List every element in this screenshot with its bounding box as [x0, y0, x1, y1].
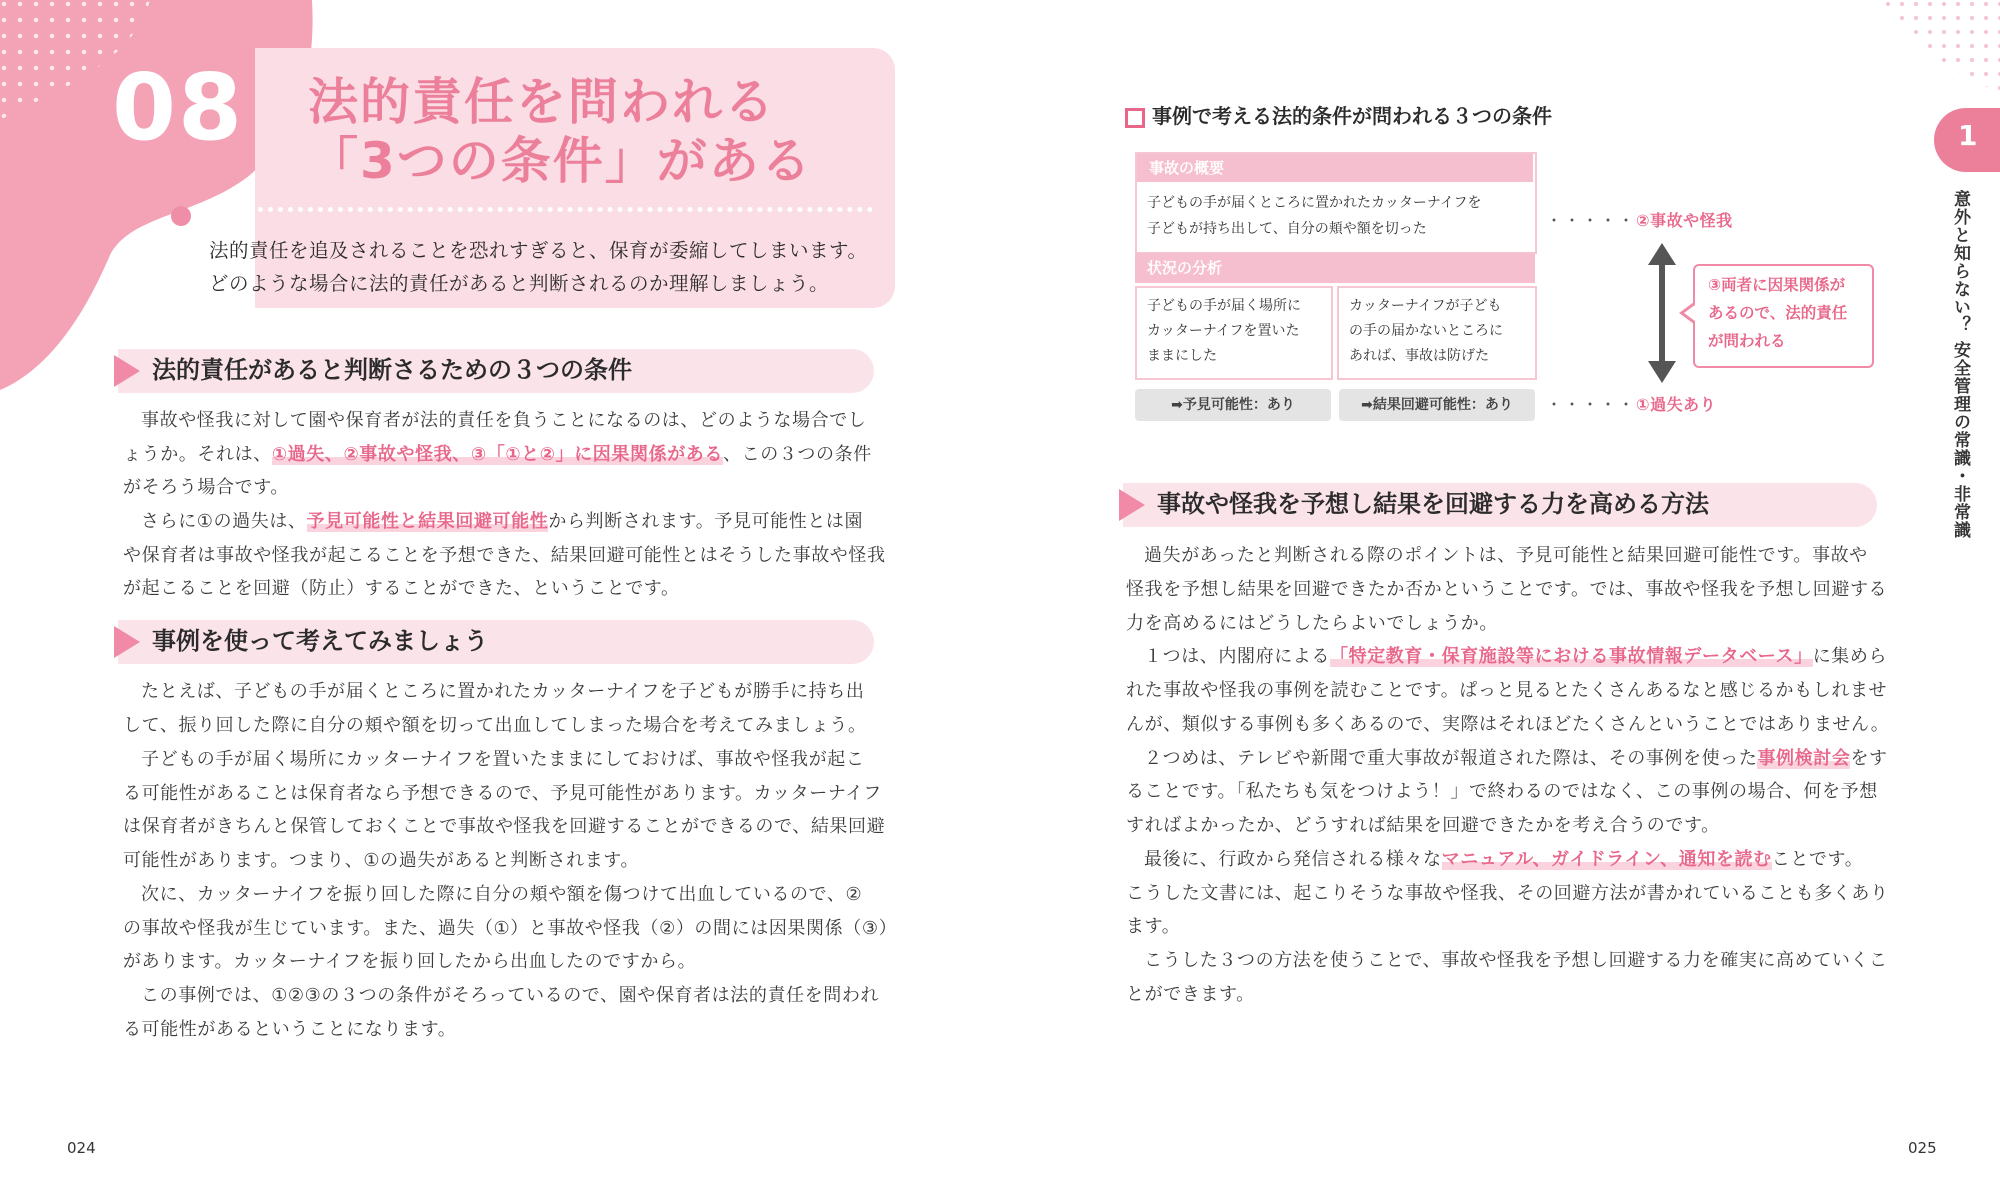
paragraph-line: 次に、カッターナイフを振り回した際に自分の頬や額を傷つけて出血しているので、②: [141, 884, 863, 905]
lead-line-2: どのような場合に法的責任があると判断されるのか理解しましょう。: [209, 272, 830, 295]
analysis-right-text: カッターナイフが子ども: [1349, 298, 1502, 314]
chapter-tab: [1934, 108, 2000, 172]
section-heading-text: 事故や怪我を予想し結果を回避する力を高める方法: [1157, 490, 1709, 518]
paragraph-line: 過失があったと判断される際のポイントは、予見可能性と結果回避可能性です。事故や: [1144, 545, 1868, 566]
label-negligence: ・・・・・①過失あり: [1546, 395, 1717, 414]
paragraph-line: 怪我を予想し結果を回避できたか否かということです。では、事故や怪我を予想し回避する: [1126, 579, 1888, 600]
section-heading-methods: [1123, 483, 1877, 527]
page-number-left: 024: [67, 1139, 96, 1157]
analysis-left-text: カッターナイフを置いた: [1147, 323, 1300, 339]
section-heading-example: [118, 620, 874, 664]
double-arrow-icon: [1648, 243, 1676, 383]
paragraph-line: さらに①の過失は、予見可能性と結果回避可能性から判断されます。予見可能性とは園: [141, 511, 864, 532]
analysis-left-text: ままにした: [1147, 348, 1217, 364]
paragraph-line: や保育者は事故や怪我が起こることを予想できた、結果回避可能性とはそうした事故や怪我: [123, 545, 886, 566]
dot-pattern-decoration: [1870, 0, 2000, 95]
paragraph-line: の事故や怪我が生じています。また、過失（①）と事故や怪我（②）の間には因果関係（③）: [123, 918, 898, 939]
chapter-tab-label: 意外と知らない？ 安全管理の常識・非常識: [1950, 190, 1970, 539]
paragraph-line: ます。: [1126, 916, 1181, 937]
overview-text: 子どもの手が届くところに置かれたカッターナイフを: [1147, 195, 1482, 211]
callout-text: が問われる: [1708, 332, 1786, 350]
callout-text: ③両者に因果関係が: [1708, 276, 1846, 294]
highlight-text: 予見可能性と結果回避可能性: [306, 511, 549, 532]
paragraph-line: １つは、内閣府による「特定教育・保育施設等における事故情報データベース」に集めら: [1144, 646, 1888, 667]
analysis-right-text: あれば、事故は防げた: [1349, 348, 1489, 364]
paragraph-line: 力を高めるにはどうしたらよいでしょうか。: [1126, 613, 1498, 634]
paragraph-line: こうした文書には、起こりそうな事故や怪我、その回避方法が書かれていることも多くあり: [1126, 883, 1889, 904]
analysis-left-text: 子どもの手が届く場所に: [1147, 298, 1301, 314]
highlight-text: ①過失、②事故や怪我、③「①と②」に因果関係がある: [271, 444, 724, 465]
paragraph-line: 可能性があります。つまり、①の過失があると判断されます。: [123, 850, 640, 871]
paragraph-line: 子どもの手が届く場所にカッターナイフを置いたままにしておけば、事故や怪我が起こ: [141, 749, 865, 770]
analysis-right-text: の手の届かないところに: [1349, 323, 1503, 339]
paragraph-line: がそろう場合です。: [123, 477, 289, 498]
paragraph-line: る可能性があることは保育者なら予想できるので、予見可能性があります。カッターナイフ: [123, 783, 882, 804]
paragraph-line: れた事故や怪我の事例を読むことです。ぱっと見るとたくさんあるなと感じるかもしれませ: [1126, 680, 1888, 701]
paragraph-line: があります。カッターナイフを振り回したから出血したのですから。: [123, 951, 697, 972]
diagram-title: 事例で考える法的条件が問われる３つの条件: [1152, 104, 1552, 128]
title-divider: [208, 207, 873, 212]
highlight-text: 事例検討会: [1757, 748, 1851, 769]
arrow-icon: [1119, 489, 1145, 521]
paragraph-line: は保育者がきちんと保管しておくことで事故や怪我を回避することができるので、結果回避: [123, 816, 886, 837]
chapter-number: 08: [112, 54, 245, 161]
arrow-icon: [114, 355, 140, 387]
paragraph-line: すればよかったか、どうすれば結果を回避できたかを考え合うのです。: [1126, 815, 1720, 836]
section-heading-text: 法的責任があると判断さるための３つの条件: [152, 356, 632, 384]
avoidability-pill: ➡結果回避可能性：あり: [1339, 389, 1535, 421]
section-heading-text: 事例を使って考えてみましょう: [152, 627, 488, 655]
page-number-right: 025: [1908, 1139, 1937, 1157]
label-accident: ・・・・・②事故や怪我: [1546, 211, 1733, 230]
paragraph-line: とができます。: [1126, 984, 1255, 1005]
overview-text: 子どもが持ち出して、自分の頬や額を切った: [1147, 221, 1427, 237]
arrow-icon: [114, 626, 140, 658]
paragraph-line: 最後に、行政から発信される様々なマニュアル、ガイドライン、通知を読むことです。: [1144, 849, 1864, 870]
paragraph-line: る可能性があるということになります。: [123, 1019, 457, 1040]
highlight-text: 「特定教育・保育施設等における事故情報データベース」: [1330, 646, 1813, 667]
lead-line-1: 法的責任を追及されることを恐れすぎると、保育が委縮してしまいます。: [209, 239, 868, 262]
foreseeability-pill: ➡予見可能性：あり: [1135, 389, 1331, 421]
paragraph-line: が起こることを回避（防止）することができた、ということです。: [123, 578, 680, 599]
paragraph-line: ２つめは、テレビや新聞で重大事故が報道された際は、その事例を使った事例検討会をす: [1144, 748, 1888, 769]
page-title-line-1: 法的責任を問われる: [308, 73, 776, 131]
section-heading-conditions: [118, 349, 874, 393]
overview-label: 事故の概要: [1137, 154, 1533, 182]
page-title-line-2: 「3つの条件」がある: [308, 132, 813, 190]
paragraph-line: ょうか。それは、①過失、②事故や怪我、③「①と②」に因果関係がある、この３つの条件: [123, 444, 872, 465]
highlight-text: マニュアル、ガイドライン、通知を読む: [1441, 849, 1772, 870]
paragraph-line: ることです。「私たちも気をつけよう！」で終わるのではなく、この事例の場合、何を予想: [1126, 781, 1878, 802]
paragraph-line: 事故や怪我に対して園や保育者が法的責任を負うことになるのは、どのような場合でし: [141, 410, 867, 431]
callout-text: あるので、法的責任: [1708, 304, 1848, 322]
square-bullet-icon: [1125, 108, 1145, 128]
divider-dot: [171, 206, 191, 226]
paragraph-line: こうした３つの方法を使うことで、事故や怪我を予想し回避する力を確実に高めていくこ: [1144, 950, 1888, 971]
paragraph-line: この事例では、①②③の３つの条件がそろっているので、園や保育者は法的責任を問われ: [141, 985, 880, 1006]
paragraph-line: して、振り回した際に自分の頬や額を切って出血してしまった場合を考えてみましょう。: [123, 715, 867, 736]
paragraph-line: んが、類似する事例も多くあるので、実際はそれほどたくさんということではありません。: [1126, 714, 1890, 735]
analysis-label: 状況の分析: [1135, 253, 1535, 283]
paragraph-line: たとえば、子どもの手が届くところに置かれたカッターナイフを子どもが勝手に持ち出: [141, 681, 865, 702]
chapter-tab-number: 1: [1958, 119, 1978, 152]
